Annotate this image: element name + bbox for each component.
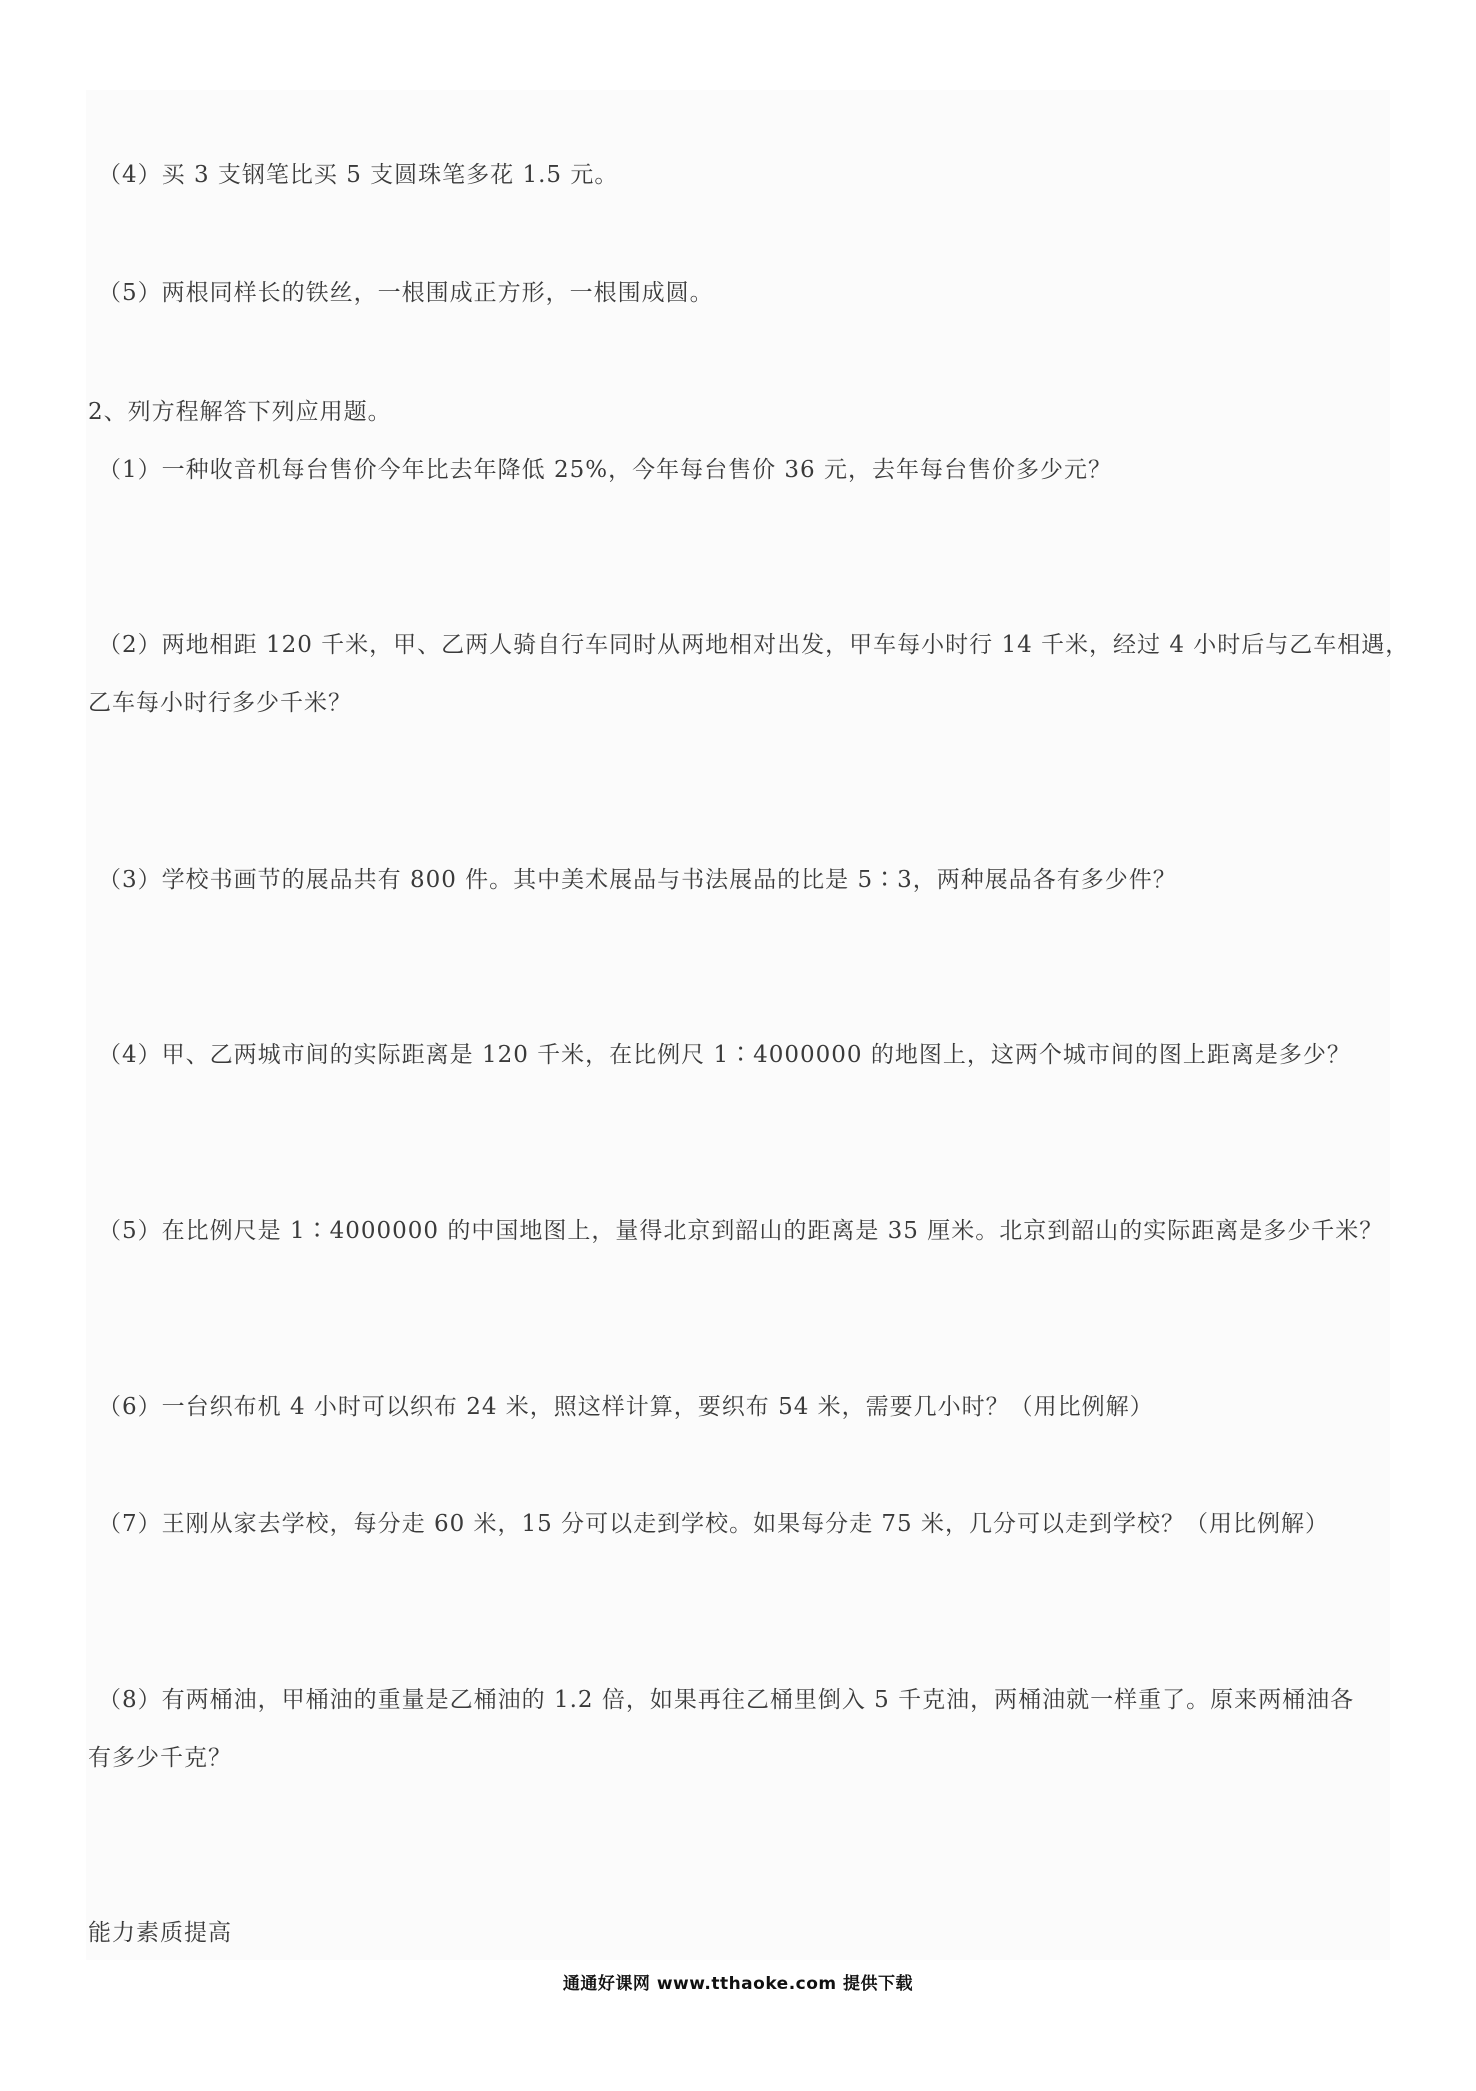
section-2-heading: 2、列方程解答下列应用题。: [88, 399, 392, 425]
section-3-heading: 能力素质提高: [88, 1920, 232, 1946]
footer-credit: 通通好课网 www.tthaoke.com 提供下载: [562, 1974, 914, 1994]
question-2-7: （7）王刚从家去学校，每分走 60 米，15 分可以走到学校。如果每分走 75 米，几分可以走到学校？（用比例解）: [98, 1511, 1329, 1537]
question-2-4: （4）甲、乙两城市间的实际距离是 120 千米，在比例尺 1∶4000000 的地图上，这两个城市间的图上距离是多少？: [98, 1042, 1351, 1068]
question-2-2-line-2: 乙车每小时行多少千米？: [88, 690, 352, 716]
question-2-8-line-2: 有多少千克？: [88, 1745, 232, 1771]
question-2-8-line-1: （8）有两桶油，甲桶油的重量是乙桶油的 1.2 倍，如果再往乙桶里倒入 5 千克油，两桶油就一样重了。原来两桶油各: [98, 1687, 1355, 1713]
question-1-4: （4）买 3 支钢笔比买 5 支圆珠笔多花 1.5 元。: [98, 162, 619, 188]
page-sheet: [86, 90, 1390, 1960]
question-2-3: （3）学校书画节的展品共有 800 件。其中美术展品与书法展品的比是 5∶3，两种展品各有多少件？: [98, 867, 1177, 893]
question-2-6: （6）一台织布机 4 小时可以织布 24 米，照这样计算，要织布 54 米，需要几小时？（用比例解）: [98, 1394, 1154, 1420]
question-2-5: （5）在比例尺是 1∶4000000 的中国地图上，量得北京到韶山的距离是 35 厘米。北京到韶山的实际距离是多少千米？: [98, 1218, 1384, 1244]
question-1-5: （5）两根同样长的铁丝，一根围成正方形，一根围成圆。: [98, 280, 714, 306]
question-2-1: （1）一种收音机每台售价今年比去年降低 25%，今年每台售价 36 元，去年每台售价多少元？: [98, 457, 1112, 483]
question-2-2-line-1: （2）两地相距 120 千米，甲、乙两人骑自行车同时从两地相对出发，甲车每小时行 14 千米，经过 4 小时后与乙车相遇，: [98, 632, 1410, 658]
